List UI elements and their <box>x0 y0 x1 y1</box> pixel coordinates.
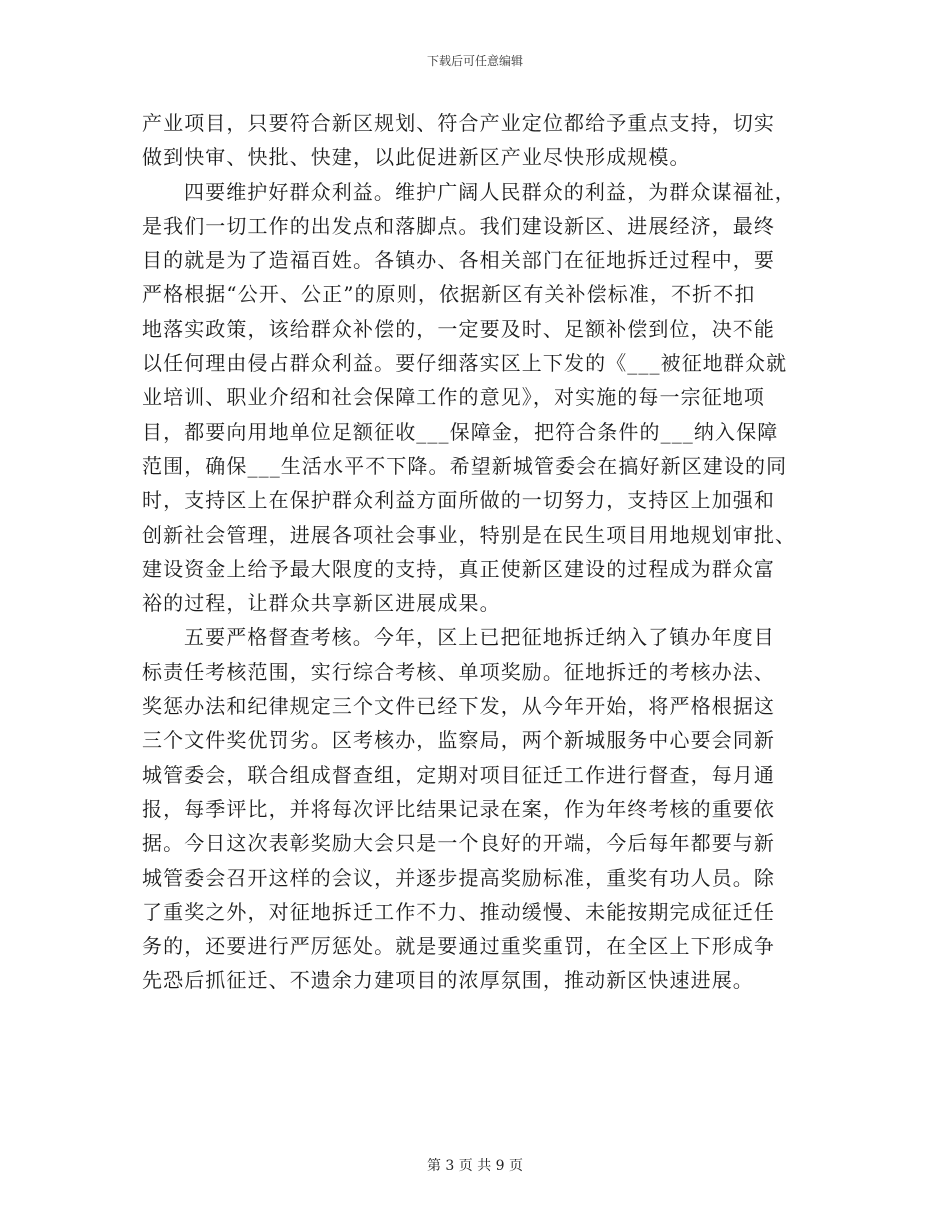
text-line: 是我们一切工作的出发点和落脚点。我们建设新区、进展经济，最终 <box>142 213 775 238</box>
text-line: 目的就是为了造福百姓。各镇办、各相关部门在征地拆迁过程中，要 <box>142 248 775 273</box>
text-line: 以任何理由侵占群众利益。要仔细落实区上下发的《___被征地群众就 <box>142 351 788 376</box>
text-line: 了重奖之外，对征地拆迁工作不力、推动缓慢、未能按期完成征迁任 <box>142 899 775 924</box>
text-line: 城管委会召开这样的会议，并逐步提高奖励标准，重奖有功人员。除 <box>142 865 775 890</box>
text-line: 建设资金上给予最大限度的支持，真正使新区建设的过程成为群众富 <box>142 556 775 581</box>
text-line: 四要维护好群众利益。维护广阔人民群众的利益，为群众谋福祉， <box>184 179 796 204</box>
text-line: 创新社会管理，进展各项社会事业，特别是在民生项目用地规划审批、 <box>142 522 797 547</box>
document-body <box>142 106 812 998</box>
text-line: 先恐后抓征迁、不遗余力建项目的浓厚氛围，推动新区快速进展。 <box>142 968 754 993</box>
paragraph <box>142 620 812 997</box>
text-line: 目，都要向用地单位足额征收___保障金，把符合条件的___纳入保障 <box>142 419 779 444</box>
text-line: 奖惩办法和纪律规定三个文件已经下发，从今年开始，将严格根据这 <box>142 694 775 719</box>
page-footer: 第 3 页 共 9 页 <box>426 1158 524 1174</box>
text-line: 产业项目，只要符合新区规划、符合产业定位都给予重点支持，切实 <box>142 111 775 135</box>
text-line: 报，每季评比，并将每次评比结果记录在案，作为年终考核的重要依 <box>142 796 775 821</box>
text-line: 据。今日这次表彰奖励大会只是一个良好的开端，今后每年都要与新 <box>142 831 775 856</box>
page-header: 下载后可任意编辑 <box>426 54 523 68</box>
text-line: 五要严格督查考核。今年，区上已把征地拆迁纳入了镇办年度目 <box>184 625 775 650</box>
text-line: 做到快审、快批、快建，以此促进新区产业尽快形成规模。 <box>142 145 691 170</box>
text-line: 城管委会，联合组成督查组，定期对项目征迁工作进行督查，每月通 <box>142 762 775 787</box>
text-line: 务的，还要进行严厉惩处。就是要通过重奖重罚，在全区上下形成争 <box>142 934 775 959</box>
text-line: 时，支持区上在保护群众利益方面所做的一切努力，支持区上加强和 <box>142 488 775 513</box>
text-line: 地落实政策，该给群众补偿的，一定要及时、足额补偿到位，决不能 <box>142 316 775 341</box>
text-line: 三个文件奖优罚劣。区考核办，监察局，两个新城服务中心要会同新 <box>142 728 775 753</box>
paragraph <box>142 175 812 621</box>
text-line: 范围，确保___生活水平不下降。希望新城管委会在搞好新区建设的同 <box>142 453 788 478</box>
text-line: 业培训、职业介绍和社会保障工作的意见》，对实施的每一宗征地项 <box>142 385 765 410</box>
text-line: 标责任考核范围，实行综合考核、单项奖励。征地拆迁的考核办法、 <box>142 659 775 684</box>
text-line: 严格根据“公开、公正”的原则，依据新区有关补偿标准，不折不扣 <box>142 282 756 307</box>
text-line: 裕的过程，让群众共享新区进展成果。 <box>142 591 501 616</box>
paragraph <box>142 106 812 175</box>
